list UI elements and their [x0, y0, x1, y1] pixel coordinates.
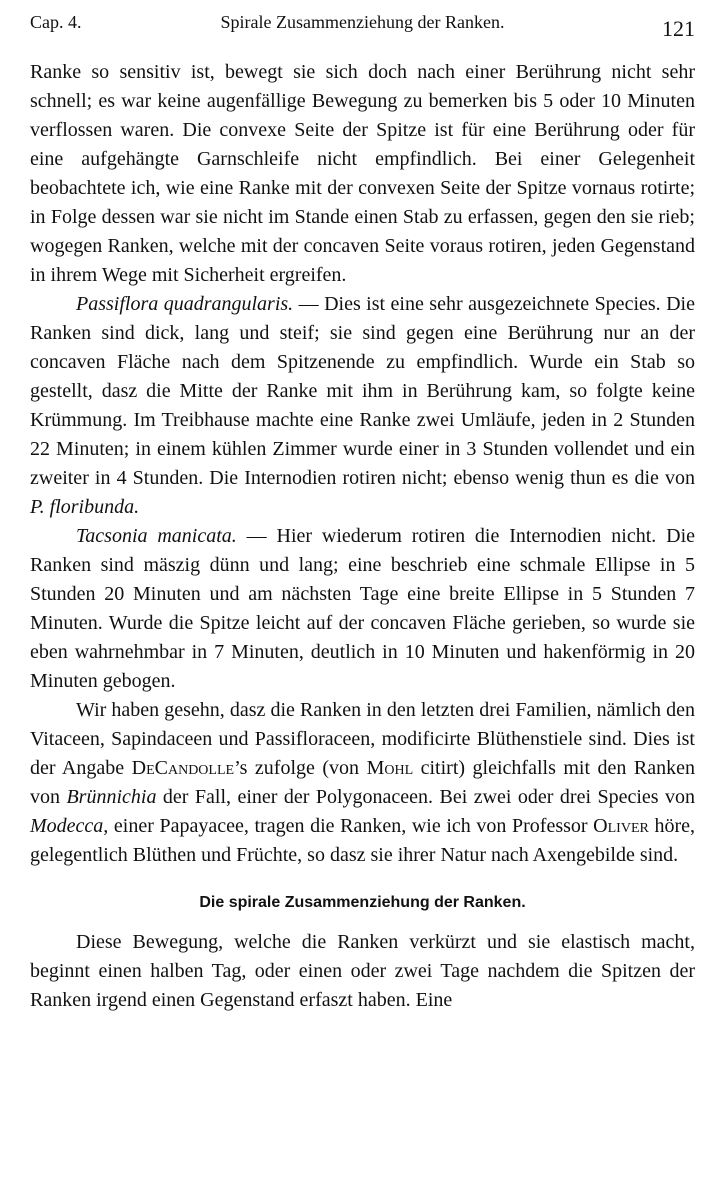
paragraph-passiflora	[30, 290, 695, 522]
page-body	[30, 58, 695, 1015]
species-name: Tacsonia manicata.	[76, 525, 237, 547]
species-name: Passiflora quadrangularis.	[76, 293, 294, 315]
page-number: 121	[662, 16, 695, 41]
paragraph-text: einer Papayacee, tragen die Ranken, wie ich von Professor	[108, 815, 594, 837]
paragraph-spiral	[30, 928, 695, 1015]
running-title: Spirale Zusammenziehung der Ranken.	[220, 12, 505, 32]
paragraph-text: höre, gelegentlich Blüthen und Früchte, so dasz sie ihrer Natur nach Axengebilde sind.	[30, 815, 695, 866]
section-heading: Die spirale Zusammenziehung der Ranken.	[199, 894, 526, 911]
paragraph-text: — Hier wiederum rotiren die Internodien nicht. Die Ranken sind mäszig dünn und lang; eine beschrieb eine schmale Ellipse in 5 Stunden 20 Minuten und am nächsten Tage eine breite Ellipse in 5 Stunden 7 Minuten. Wurde die Spitze leicht auf der concaven Fläche gerieben, so wurde sie eben wahrnehmbar in 7 Minuten, deutlich in 10 Minuten und hakenförmig in 20 Minuten gebogen.	[30, 525, 696, 692]
paragraph-text: der Fall, einer der Polygonaceen. Bei zwei oder drei Species von	[156, 786, 695, 808]
paragraph-text: Diese Bewegung, welche die Ranken verkürzt und sie elastisch macht, beginnt einen halben Tag, oder einen oder zwei Tage nachdem die Spitzen der Ranken irgend einen Gegenstand erfaszt haben. Eine	[30, 931, 695, 1011]
paragraph-text: Wir haben gesehn, dasz die Ranken in den letzten drei Familien, nämlich den Vitaceen, Sapindaceen und Passifloraceen, modificirte Blüthenstiele sind. Dies ist der Angabe	[30, 699, 695, 779]
paragraph-families	[30, 696, 695, 870]
paragraph-1-text: Ranke so sensitiv ist, bewegt sie sich doch nach einer Berührung nicht sehr schnell; es war keine augenfällige Bewegung zu bemerken bis 5 oder 10 Minuten verflossen waren. Die convexe Seite der Spitze ist für eine Berührung oder für eine aufgehängte Garnschleife nicht empfindlich. Bei einer Gelegenheit beobachtete ich, wie eine Ranke mit der convexen Seite der Spitze vornaus rotirte; in Folge dessen war sie nicht im Stande einen Stab zu erfassen, gegen den sie rieb; wogegen Ranken, welche mit der concaven Seite voraus rotiren, jeden Gegenstand in ihrem Wege mit Sicherheit ergreifen.	[30, 61, 695, 286]
species-name: P. floribunda.	[30, 496, 140, 518]
paragraph-1	[30, 58, 695, 290]
author-name: DeCandolle	[131, 757, 235, 779]
genus-name: Modecca,	[30, 815, 109, 837]
chapter-label: Cap. 4.	[30, 12, 82, 32]
paragraph-text: citirt) gleichfalls mit den Ranken von	[30, 757, 695, 808]
page-header	[30, 10, 695, 40]
genus-name: Brünnichia	[66, 786, 157, 808]
paragraph-text: — Dies ist eine sehr ausgezeichnete Species. Die Ranken sind dick, lang und steif; sie sind gegen eine Berührung nur an der concaven Fläche nach dem Spitzenende zu empfindlich. Wurde ein Stab so gestellt, dasz die Mitte der Ranke mit ihm in Berührung kam, so folgte keine Krümmung. Im Treibhause machte eine Ranke zwei Umläufe, jeden in 2 Stunden 22 Minuten; in einem kühlen Zimmer wurde einer in 3 Stunden vollendet und ein zweiter in 4 Stunden. Die Internodien rotiren nicht; ebenso wenig thun es die von	[30, 293, 695, 489]
author-name: Oliver	[593, 815, 649, 837]
paragraph-text: ’s zufolge (von	[234, 757, 367, 779]
author-name: Mohl	[366, 757, 414, 779]
paragraph-tacsonia	[30, 522, 695, 696]
